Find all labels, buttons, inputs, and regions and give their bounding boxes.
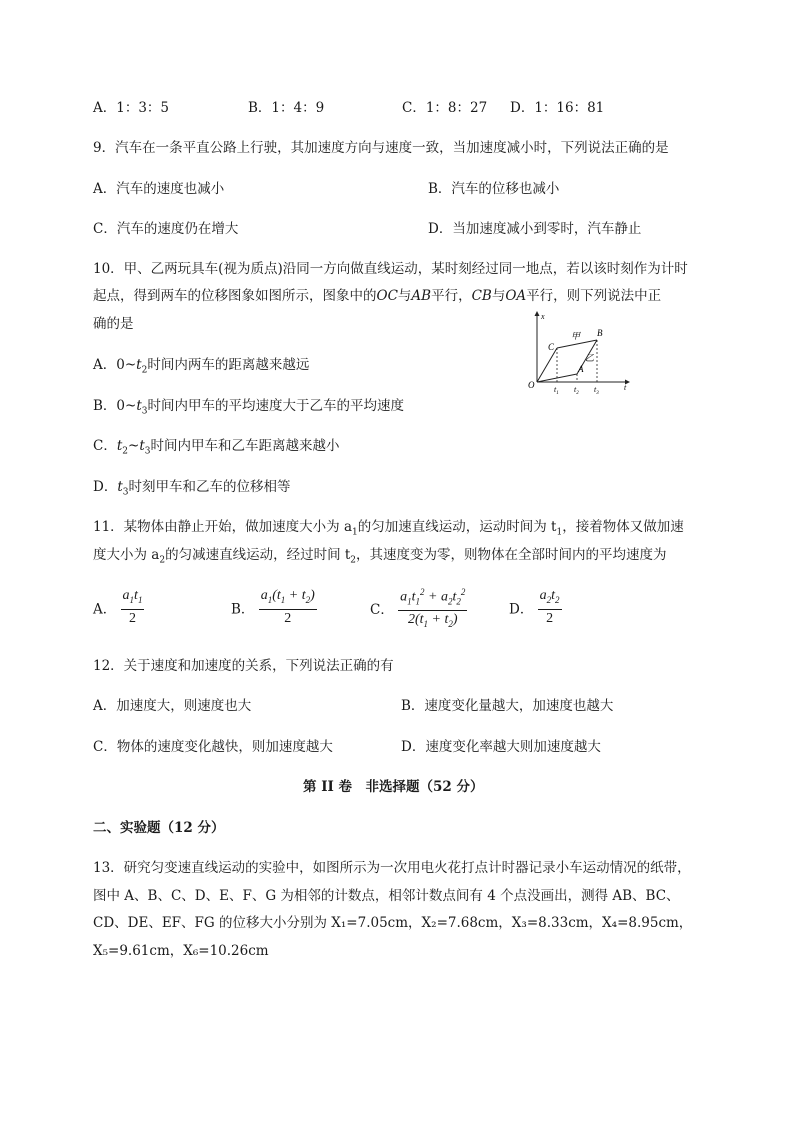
q12-stem: 12．关于速度和加速度的关系，下列说法正确的有 bbox=[93, 658, 394, 674]
line-oc bbox=[537, 348, 557, 382]
graph-origin-label: O bbox=[528, 380, 535, 390]
q9-option-a: A．汽车的速度也减小 bbox=[93, 181, 225, 197]
q11-option-d: D． $\frac{a_2t_2}{2}$ bbox=[509, 588, 560, 626]
q8-option-b: B．1：4：9 bbox=[248, 100, 325, 116]
q10-option-b: B．$0\sim t_3$时间内甲车的平均速度大于乙车的平均速度 bbox=[93, 398, 404, 417]
line-cb bbox=[557, 340, 597, 348]
point-label-a: A bbox=[578, 364, 584, 374]
point-label-b: B bbox=[597, 328, 603, 338]
q8-option-c: C．1：8：27 bbox=[402, 100, 488, 116]
q13-line1: 13．研究匀变速直线运动的实验中，如图所示为一次用电火花打点计时器记录小车运动情况的纸带， bbox=[93, 860, 691, 876]
q8-option-a: A．1：3：5 bbox=[93, 100, 170, 116]
q11-stem-line1: 11．某物体由静止开始，做加速度大小为 $a_1$的匀加速直线运动，运动时间为 $t_1$，接着物体又做加速 bbox=[93, 519, 684, 538]
q11-option-a: A． $\frac{a_1t_1}{2}$ bbox=[93, 588, 143, 626]
section2-heading: 二、实验题（12 分） bbox=[93, 820, 225, 836]
q10-option-d: D．$t_3$时刻甲车和乙车的位移相等 bbox=[93, 479, 291, 498]
q8-option-d: D．1：16：81 bbox=[510, 100, 605, 116]
q9-option-c: C．汽车的速度仍在增大 bbox=[93, 221, 239, 237]
q12-option-c: C．物体的速度变化越快，则加速度越大 bbox=[93, 739, 333, 755]
graph-x-label: t bbox=[624, 383, 627, 392]
q11-option-b: B． $\frac{a_1(t_1 + t_2)}{2}$ bbox=[231, 588, 315, 626]
label-yi: 乙 bbox=[585, 353, 595, 363]
part2-title: 第 II 卷 非选择题（52 分） bbox=[303, 779, 484, 795]
q10-option-c: C．$t_2\sim t_3$时间内甲车和乙车距离越来越小 bbox=[93, 438, 340, 457]
point-label-c: C bbox=[548, 342, 555, 352]
q10-option-a: A．$0\sim t_2$时间内两车的距离越来越远 bbox=[93, 357, 310, 376]
q13-line3: CD、DE、EF、FG 的位移大小分别为 X₁=7.05cm，X₂=7.68cm，X₃=8.33cm，X₄=8.95cm， bbox=[93, 915, 693, 931]
q11-option-c: C． $\frac{a_1t_1^2 + a_2t_2^2}{2(t_1 + t_2)}$ bbox=[370, 584, 467, 632]
q12-option-b: B．速度变化量越大，加速度也越大 bbox=[401, 698, 614, 714]
q13-line2: 图中 A、B、C、D、E、F、G 为相邻的计数点，相邻计数点间有 4 个点没画出，测得 AB、BC、 bbox=[93, 888, 680, 904]
q12-option-d: D．速度变化率越大则加速度越大 bbox=[401, 739, 601, 755]
q11-stem-line2: 度大小为 $a_2$的匀减速直线运动，经过时间 $t_2$，其速度变为零，则物体在全部时间内的平均速度为 bbox=[93, 547, 667, 566]
q10-position-time-graph bbox=[525, 308, 635, 398]
q10-stem-line3: 确的是 bbox=[93, 316, 134, 332]
q10-stem-line2: 起点，得到两车的位移图象如图所示，图象中的OC与AB平行，CB与OA平行，则下列说法中正 bbox=[93, 288, 662, 304]
tick-t1: $t_1$ bbox=[554, 385, 559, 396]
graph-y-arrow bbox=[535, 311, 540, 316]
q10-stem-line1: 10．甲、乙两玩具车(视为质点)沿同一方向做直线运动，某时刻经过同一地点，若以该时刻作为计时 bbox=[93, 261, 688, 277]
label-jia: 甲 bbox=[571, 331, 581, 341]
tick-t3: $t_3$ bbox=[594, 385, 599, 396]
graph-y-label: x bbox=[541, 312, 545, 321]
q9-stem: 9．汽车在一条平直公路上行驶，其加速度方向与速度一致，当加速度减小时，下列说法正确的是 bbox=[93, 140, 669, 156]
q9-option-b: B．汽车的位移也减小 bbox=[428, 181, 560, 197]
q13-line4: X₅=9.61cm，X₆=10.26cm bbox=[93, 943, 269, 959]
q12-option-a: A．加速度大，则速度也大 bbox=[93, 698, 252, 714]
tick-t2: $t_2$ bbox=[574, 385, 579, 396]
q9-option-d: D．当加速度减小到零时，汽车静止 bbox=[428, 221, 642, 237]
